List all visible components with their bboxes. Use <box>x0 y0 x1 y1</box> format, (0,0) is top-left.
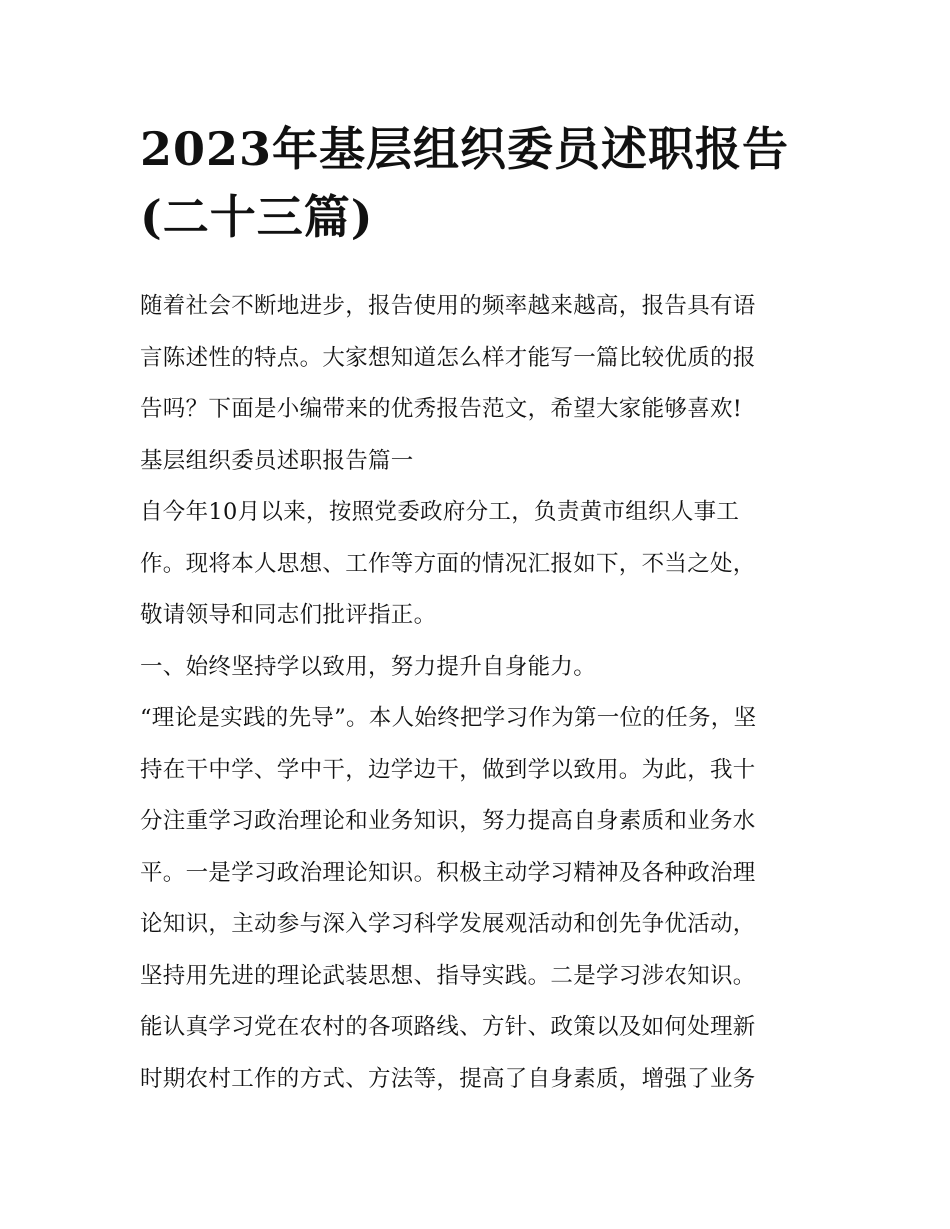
text-line: 敬请领导和同志们批评指正。 <box>140 602 437 628</box>
text-line: 基层组织委员述职报告篇一 <box>140 447 414 474</box>
body-paragraph <box>140 487 812 642</box>
text-line: 作。现将本人思想、工作等方面的情况汇报如下，不当之处， <box>140 550 756 577</box>
title-line: (二十三篇) <box>140 190 374 244</box>
text-line: 一、始终坚持学以致用，努力提升自身能力。 <box>140 653 597 680</box>
text-line: 自今年10月以来，按照党委政府分工，负责黄市组织人事工 <box>140 499 740 525</box>
text-line: 时期农村工作的方式、方法等，提高了自身素质，增强了业务 <box>140 1065 756 1092</box>
section-heading <box>140 436 812 488</box>
text-line: 论知识，主动参与深入学习科学发展观活动和创先争优活动， <box>140 911 756 937</box>
document-title <box>140 115 812 251</box>
text-line: 平。一是学习政治理论知识。积极主动学习精神及各种政治理 <box>140 859 756 886</box>
body-paragraph <box>140 693 812 1105</box>
text-line: 持在干中学、学中干，边学边干，做到学以致用。为此，我十 <box>140 756 756 783</box>
intro-paragraph <box>140 281 812 436</box>
text-line: 随着社会不断地进步，报告使用的频率越来越高，报告具有语 <box>140 293 756 319</box>
subsection-heading <box>140 642 812 694</box>
text-line: 能认真学习党在农村的各项路线、方针、政策以及如何处理新 <box>140 1014 756 1040</box>
text-line: 分注重学习政治理论和业务知识，努力提高自身素质和业务水 <box>140 808 756 834</box>
text-line: 告吗？下面是小编带来的优秀报告范文，希望大家能够喜欢! <box>140 396 743 422</box>
text-line: 坚持用先进的理论武装思想、指导实践。二是学习涉农知识。 <box>140 962 756 989</box>
text-line: “理论是实践的先导”。本人始终把学习作为第一位的任务，坚 <box>140 705 757 731</box>
title-line: 2023年基层组织委员述职报告 <box>140 122 790 176</box>
document-content <box>140 115 812 1105</box>
document-body <box>140 281 812 1105</box>
text-line: 言陈述性的特点。大家想知道怎么样才能写一篇比较优质的报 <box>140 344 756 371</box>
